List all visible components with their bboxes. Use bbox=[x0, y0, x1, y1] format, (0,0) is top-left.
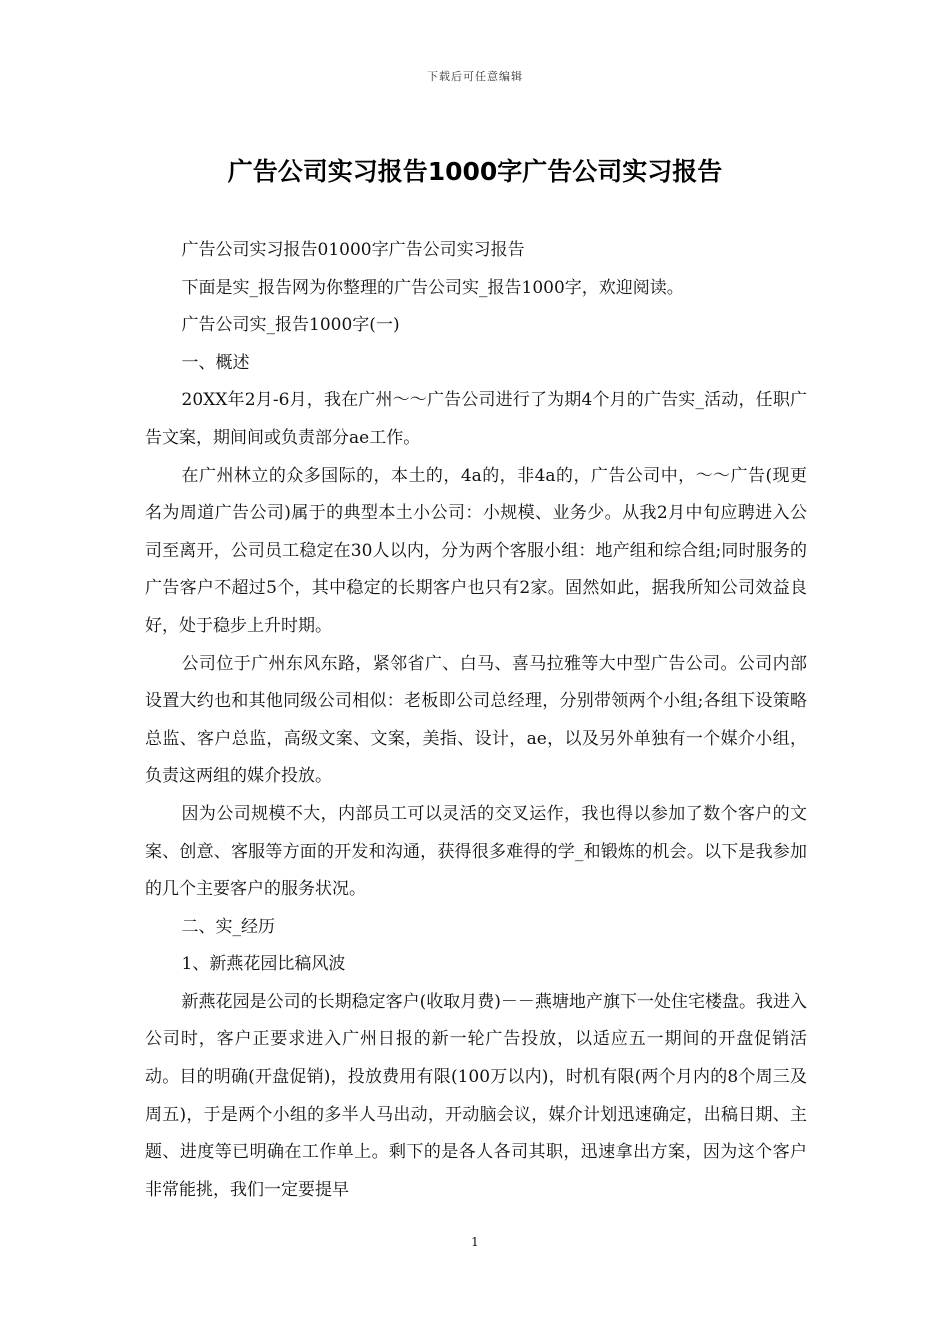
section-heading: 一、概述 bbox=[181, 352, 250, 373]
document-title: 广告公司实习报告1000字广告公司实习报告 bbox=[227, 157, 723, 186]
section-heading: 二、实_经历 bbox=[181, 916, 276, 937]
paragraph: 因为公司规模不大，内部员工可以灵活的交叉运作，我也得以参加了数个客户的文案、创意、客服等方面的开发和沟通，获得很多难得的学_和锻炼的机会。以下是我参加的几个主要客户的服务状况。 bbox=[145, 803, 807, 900]
paragraph: 在广州林立的众多国际的，本土的，4a的，非4a的，广告公司中，～～广告(现更名为周道广告公司)属于的典型本土小公司：小规模、业务少。从我2月中旬应聘进入公司至离开，公司员工稳定在30人以内，分为两个客服小组：地产组和综合组;同时服务的广告客户不超过5个，其中稳定的长期客户也只有2家。固然如此，据我所知公司效益良好，处于稳步上升时期。 bbox=[145, 465, 807, 636]
subsection-heading: 1、新燕花园比稿风波 bbox=[181, 954, 346, 975]
paragraph: 广告公司实习报告01000字广告公司实习报告 bbox=[181, 240, 525, 260]
paragraph: 新燕花园是公司的长期稳定客户(收取月费)－－燕塘地产旗下一处住宅楼盘。我进入公司时，客户正要求进入广州日报的新一轮广告投放，以适应五一期间的开盘促销活动。目的明确(开盘促销)，投放费用有限(100万以内)，时机有限(两个月内的8个周三及周五)，于是两个小组的多半人马出动，开动脑会议，媒介计划迅速确定，出稿日期、主题、进度等已明确在工作单上。剩下的是各人各司其职，迅速拿出方案，因为这个客户非常能挑，我们一定要提早 bbox=[145, 991, 807, 1200]
document-body bbox=[145, 232, 807, 1209]
paragraph: 公司位于广州东风东路，紧邻省广、白马、喜马拉雅等大中型广告公司。公司内部设置大约也和其他同级公司相似：老板即公司总经理，分别带领两个小组;各组下设策略总监、客户总监，高级文案、文案，美指、设计，ae，以及另外单独有一个媒介小组，负责这两组的媒介投放。 bbox=[145, 653, 807, 787]
paragraph: 下面是实_报告网为你整理的广告公司实_报告1000字，欢迎阅读。 bbox=[181, 277, 684, 298]
paragraph: 广告公司实_报告1000字(一) bbox=[181, 315, 400, 336]
page-number: 1 bbox=[471, 1235, 479, 1249]
paragraph: 20XX年2月-6月，我在广州～～广告公司进行了为期4个月的广告实_活动，任职广告文案，期间间或负责部分ae工作。 bbox=[145, 390, 807, 448]
header-note: 下载后可任意编辑 bbox=[427, 70, 523, 83]
